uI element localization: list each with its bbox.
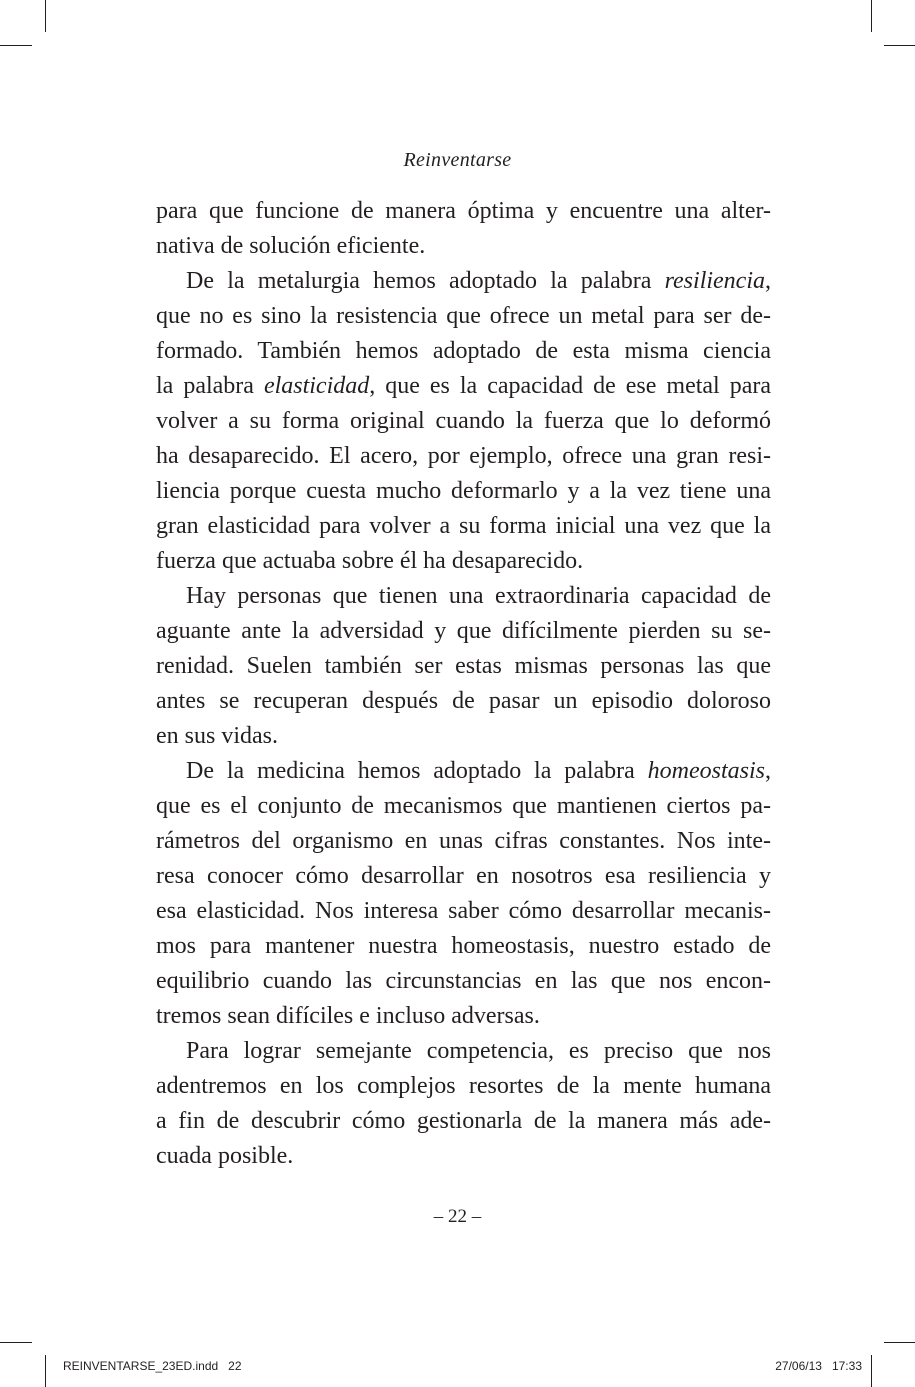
italic-term: elasticidad <box>263 373 370 399</box>
text-line: a fin de descubrir cómo gestionarla de la manera más ade- <box>156 1108 771 1134</box>
crop-mark-top-right-vertical <box>871 0 872 32</box>
text-line: equilibrio cuando las circunstancias en las que nos encon- <box>156 968 771 994</box>
text-line: renidad. Suelen también ser estas mismas personas las que <box>156 653 771 679</box>
text-line: para que funcione de manera óptima y encuentre una alter- <box>156 198 771 224</box>
running-head: Reinventarse <box>403 149 512 171</box>
crop-mark-top-right-horizontal <box>884 45 915 46</box>
text-line: esa elasticidad. Nos interesa saber cómo desarrollar mecanis- <box>156 898 771 924</box>
text-line: la palabra elasticidad, que es la capacidad de ese metal para <box>156 373 772 399</box>
paragraph <box>156 754 771 1034</box>
text-line: De la medicina hemos adoptado la palabra homeostasis, <box>186 758 771 784</box>
text-line: que no es sino la resistencia que ofrece un metal para ser de- <box>156 303 771 329</box>
italic-term: homeostasis <box>647 758 765 784</box>
text-line: cuada posible. <box>156 1143 294 1169</box>
paragraph <box>156 579 771 754</box>
text-line: volver a su forma original cuando la fuerza que lo deformó <box>156 408 771 434</box>
crop-mark-top-left-vertical <box>45 0 46 32</box>
text-line: en sus vidas. <box>156 723 278 749</box>
text-line: Para lograr semejante competencia, es preciso que nos <box>186 1038 771 1064</box>
text-line: formado. También hemos adoptado de esta misma ciencia <box>156 338 771 364</box>
text-line: De la metalurgia hemos adoptado la palabra resiliencia, <box>186 268 771 294</box>
crop-mark-bottom-right-vertical <box>871 1355 872 1387</box>
text-line: liencia porque cuesta mucho deformarlo y a la vez tiene una <box>156 478 771 504</box>
text-line: Hay personas que tienen una extraordinaria capacidad de <box>186 583 771 609</box>
text-line: tremos sean difíciles e incluso adversas. <box>156 1003 540 1029</box>
text-line: mos para mantener nuestra homeostasis, nuestro estado de <box>156 933 771 959</box>
body-text <box>156 194 771 1174</box>
crop-mark-bottom-left-horizontal <box>0 1342 32 1343</box>
text-line: adentremos en los complejos resortes de la mente humana <box>156 1073 771 1099</box>
text-line: antes se recuperan después de pasar un episodio doloroso <box>156 688 771 714</box>
slug-date-time: 27/06/13 17:33 <box>775 1359 862 1373</box>
text-line: rámetros del organismo en unas cifras constantes. Nos inte- <box>156 828 771 854</box>
paragraph <box>156 1034 771 1174</box>
page-number: – 22 – <box>433 1206 482 1227</box>
text-line: aguante ante la adversidad y que difícilmente pierden su se- <box>156 618 771 644</box>
text-line: ha desaparecido. El acero, por ejemplo, ofrece una gran resi- <box>156 443 771 469</box>
crop-mark-top-left-horizontal <box>0 45 32 46</box>
crop-mark-bottom-right-horizontal <box>884 1342 915 1343</box>
slug-file-info: REINVENTARSE_23ED.indd 22 <box>63 1359 242 1373</box>
text-line: gran elasticidad para volver a su forma inicial una vez que la <box>156 513 771 539</box>
text-line: nativa de solución eficiente. <box>156 233 426 259</box>
text-line: que es el conjunto de mecanismos que mantienen ciertos pa- <box>156 793 771 819</box>
text-line: fuerza que actuaba sobre él ha desaparecido. <box>156 548 584 574</box>
text-line: resa conocer cómo desarrollar en nosotros esa resiliencia y <box>156 863 771 889</box>
paragraph <box>156 194 771 264</box>
paragraph <box>156 264 771 579</box>
italic-term: resiliencia <box>664 268 765 294</box>
crop-mark-bottom-left-vertical <box>45 1355 46 1387</box>
